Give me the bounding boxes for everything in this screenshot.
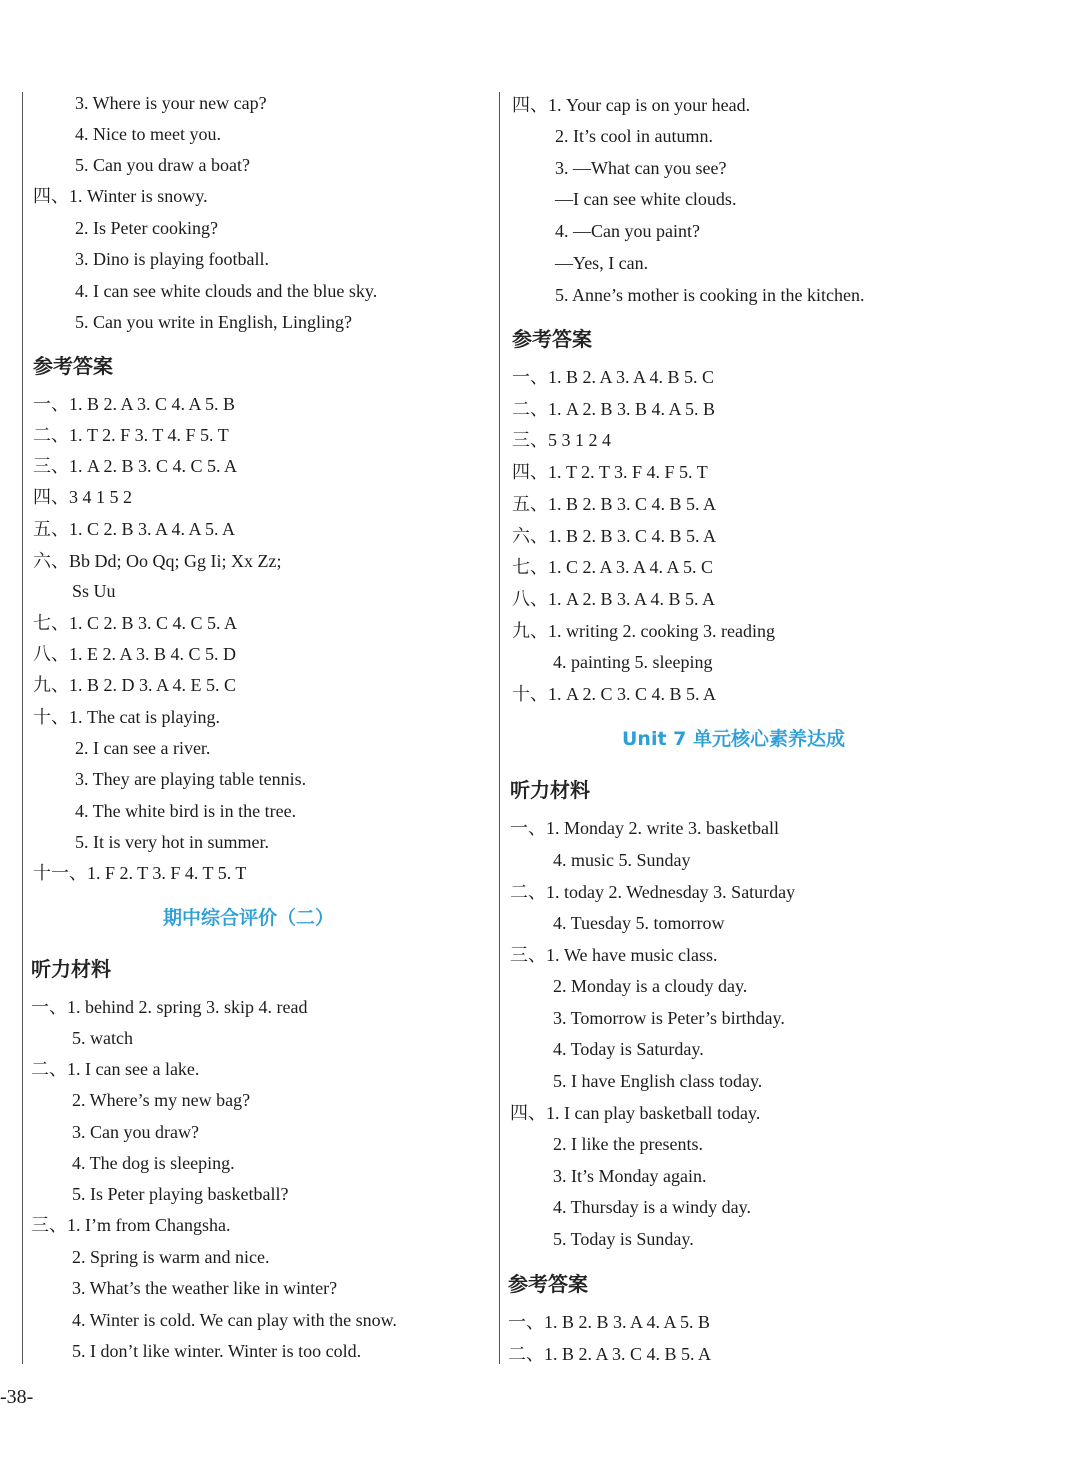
answer-line: 八、1. E 2. A 3. B 4. C 5. D [33,644,237,664]
page-number: -38- [0,1386,34,1408]
listening-line: 三、1. I’m from Changsha. [31,1215,231,1235]
answer-line: 六、1. B 2. B 3. C 4. B 5. A [512,526,717,546]
listening-line: 2. Spring is warm and nice. [72,1247,270,1267]
center-column-rule [499,92,500,1364]
answer-line: 五、1. C 2. B 3. A 4. A 5. A [33,519,236,539]
answer-line: Ss Uu [72,581,116,601]
listening-line: 4. The dog is sleeping. [72,1153,235,1173]
text-line: 3. Dino is playing football. [75,249,269,269]
answers-heading-2: 参考答案 [508,1272,588,1296]
text-line: —I can see white clouds. [555,189,737,209]
text-line: 5. Anne’s mother is cooking in the kitchen. [555,285,865,305]
answer-line: 一、1. B 2. A 3. C 4. A 5. B [33,394,236,414]
text-line: 4. —Can you paint? [555,221,700,241]
answers-heading: 参考答案 [512,327,592,351]
answer-line: 4. painting 5. sleeping [553,652,713,672]
listening-line: 4. Today is Saturday. [553,1039,704,1059]
answer-line: 十一、1. F 2. T 3. F 4. T 5. T [33,863,247,883]
answer-line: 九、1. B 2. D 3. A 4. E 5. C [33,675,237,695]
answer-line: 四、3 4 1 5 2 [33,487,132,507]
text-line: 3. —What can you see? [555,158,727,178]
text-line: 4. I can see white clouds and the blue sky. [75,281,378,301]
listening-line: 4. Tuesday 5. tomorrow [553,913,725,933]
answer-line: 六、Bb Dd; Oo Qq; Gg Ii; Xx Zz; [33,551,282,571]
answer-line: 3. They are playing table tennis. [75,769,307,789]
listening-heading: 听力材料 [510,778,590,802]
listening-line: 二、1. today 2. Wednesday 3. Saturday [510,882,796,902]
answer-line: 二、1. B 2. A 3. C 4. B 5. A [508,1344,712,1364]
listening-line: 2. I like the presents. [553,1134,703,1154]
answer-line: 5. It is very hot in summer. [75,832,269,852]
listening-line: 5. Today is Sunday. [553,1229,694,1249]
listening-line: 2. Where’s my new bag? [72,1090,251,1110]
listening-line: 4. music 5. Sunday [553,850,691,870]
listening-heading: 听力材料 [31,957,111,981]
text-line: 四、1. Your cap is on your head. [512,95,751,115]
listening-line: 2. Monday is a cloudy day. [553,976,748,996]
answer-line: 三、1. A 2. B 3. C 4. C 5. A [33,456,238,476]
text-line: 3. Where is your new cap? [75,93,267,113]
answer-line: 十、1. A 2. C 3. C 4. B 5. A [512,684,717,704]
listening-line: 三、1. We have music class. [510,945,718,965]
answer-line: 八、1. A 2. B 3. A 4. B 5. A [512,589,716,609]
text-line: 5. Can you write in English, Lingling? [75,312,352,332]
listening-line: 3. It’s Monday again. [553,1166,707,1186]
right-column [496,0,1067,1467]
listening-line: 5. I don’t like winter. Winter is too cold. [72,1341,362,1361]
answer-line: 七、1. C 2. A 3. A 4. A 5. C [512,557,714,577]
text-line: 4. Nice to meet you. [75,124,221,144]
listening-line: 4. Winter is cold. We can play with the snow. [72,1310,397,1330]
answer-line: 九、1. writing 2. cooking 3. reading [512,621,775,641]
listening-line: 二、1. I can see a lake. [31,1059,200,1079]
text-line: 5. Can you draw a boat? [75,155,250,175]
listening-line: 5. watch [72,1028,133,1048]
unit-title: Unit 7 单元核心素养达成 [622,728,845,750]
text-line: 2. Is Peter cooking? [75,218,218,238]
text-line: 2. It’s cool in autumn. [555,126,713,146]
answer-line: 七、1. C 2. B 3. C 4. C 5. A [33,613,238,633]
answer-line: 一、1. B 2. B 3. A 4. A 5. B [508,1312,711,1332]
answer-line: 4. The white bird is in the tree. [75,801,297,821]
listening-line: 4. Thursday is a windy day. [553,1197,751,1217]
answer-line: 四、1. T 2. T 3. F 4. F 5. T [512,462,708,482]
listening-line: 3. Tomorrow is Peter’s birthday. [553,1008,785,1028]
left-column [0,0,480,1467]
midterm-title: 期中综合评价（二） [163,907,335,929]
answers-heading: 参考答案 [33,354,113,378]
left-margin-rule [22,92,23,1364]
answer-line: 二、1. T 2. F 3. T 4. F 5. T [33,425,229,445]
listening-line: 一、1. behind 2. spring 3. skip 4. read [31,997,308,1017]
answer-line: 三、5 3 1 2 4 [512,430,611,450]
listening-line: 四、1. I can play basketball today. [510,1103,761,1123]
listening-line: 3. What’s the weather like in winter? [72,1278,338,1298]
answer-line: 一、1. B 2. A 3. A 4. B 5. C [512,367,715,387]
answer-line: 十、1. The cat is playing. [33,707,220,727]
listening-line: 3. Can you draw? [72,1122,199,1142]
listening-line: 5. Is Peter playing basketball? [72,1184,289,1204]
answer-line: 2. I can see a river. [75,738,211,758]
listening-line: 5. I have English class today. [553,1071,763,1091]
text-line: —Yes, I can. [555,253,649,273]
answer-line: 五、1. B 2. B 3. C 4. B 5. A [512,494,717,514]
text-line: 四、1. Winter is snowy. [33,186,208,206]
answer-line: 二、1. A 2. B 3. B 4. A 5. B [512,399,716,419]
listening-line: 一、1. Monday 2. write 3. basketball [510,818,779,838]
